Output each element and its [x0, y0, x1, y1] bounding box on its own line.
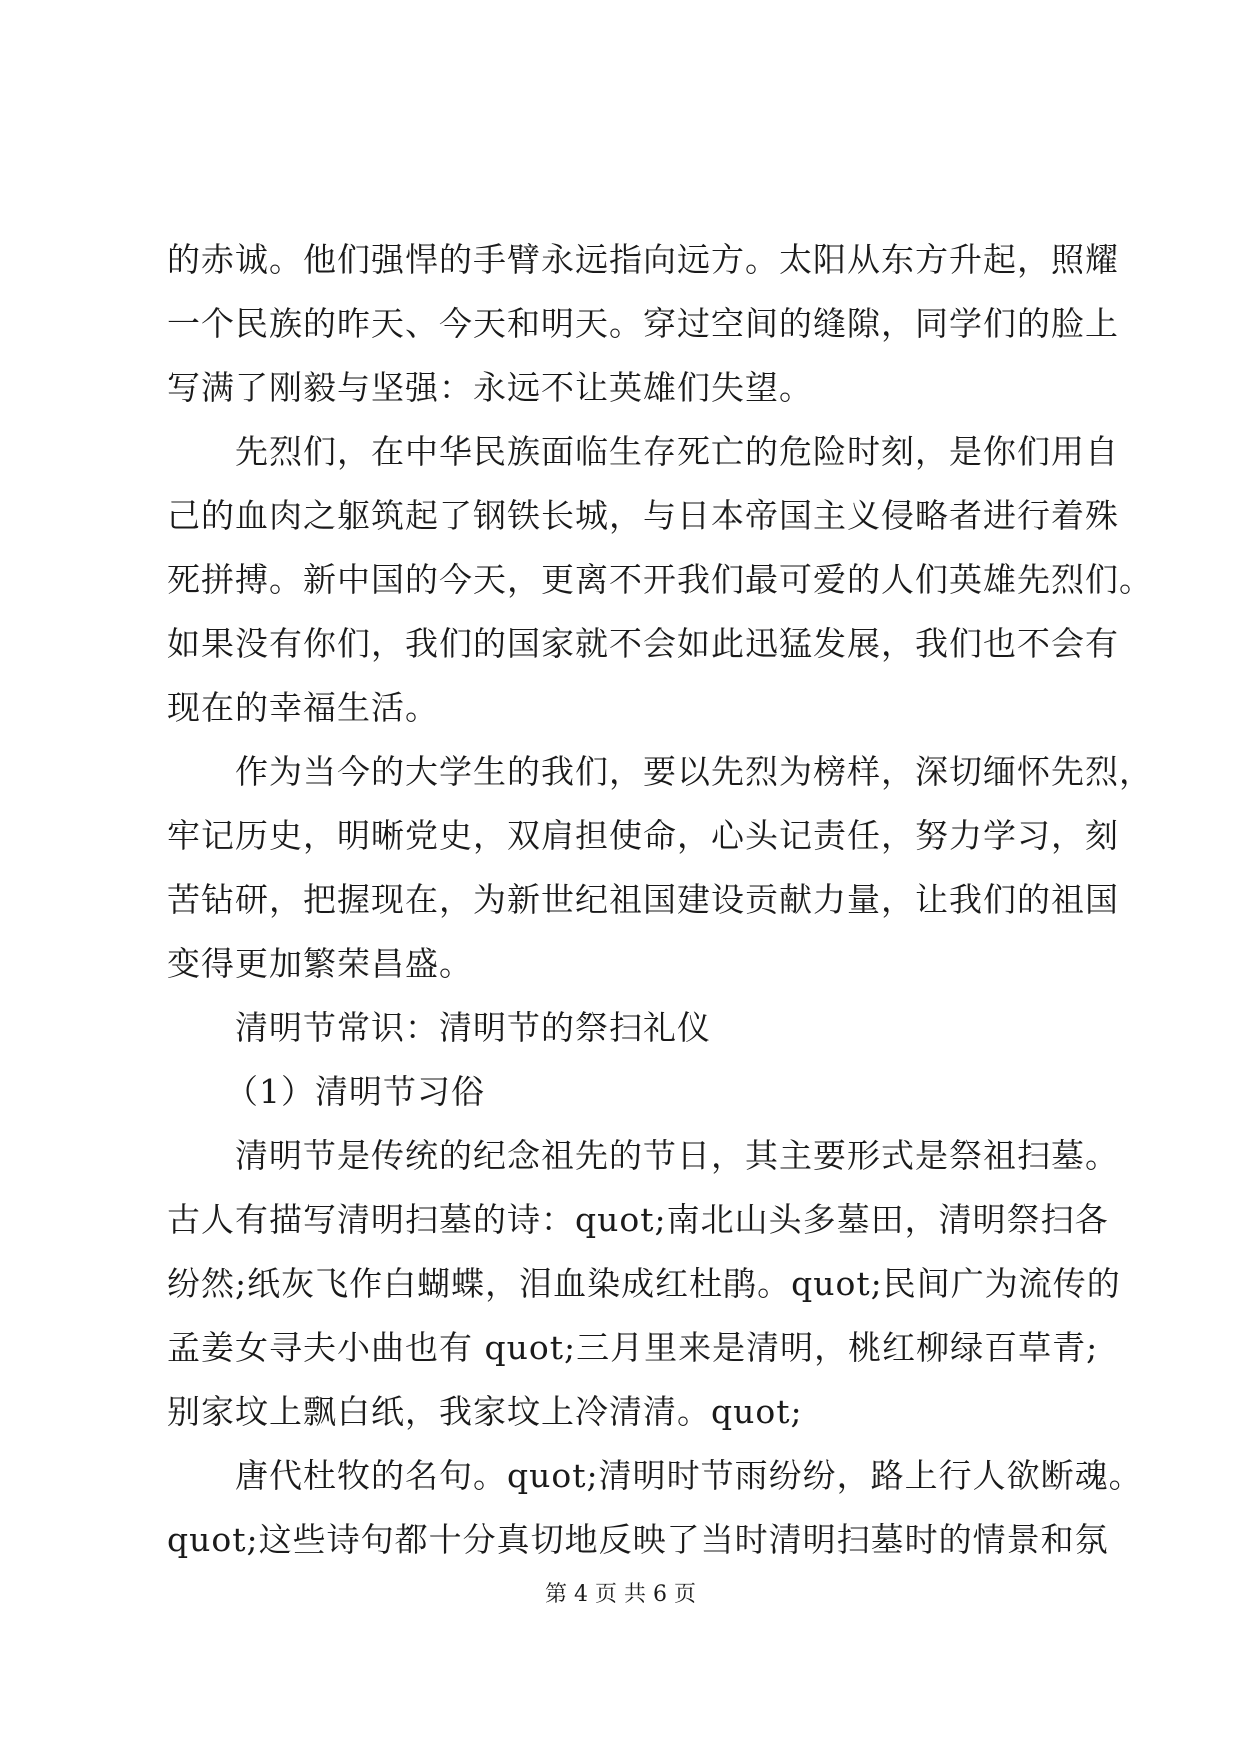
document-body [167, 228, 1153, 1572]
paragraph-line: 死拼搏。新中国的今天，更离不开我们最可爱的人们英雄先烈们。 [167, 560, 1153, 599]
paragraph-line: 孟姜女寻夫小曲也有 quot;三月里来是清明，桃红柳绿百草青; [167, 1328, 1099, 1367]
section-heading: 清明节常识：清明节的祭扫礼仪 [235, 1008, 711, 1047]
paragraph-line: 的赤诚。他们强悍的手臂永远指向远方。太阳从东方升起，照耀 [167, 240, 1119, 279]
paragraph-line: 变得更加繁荣昌盛。 [167, 944, 473, 983]
paragraph-line: 如果没有你们，我们的国家就不会如此迅猛发展，我们也不会有 [167, 624, 1119, 663]
paragraph-line: 己的血肉之躯筑起了钢铁长城，与日本帝国主义侵略者进行着殊 [167, 496, 1119, 535]
paragraph-line: 清明节是传统的纪念祖先的节日，其主要形式是祭祖扫墓。 [235, 1136, 1119, 1175]
paragraph-line: 纷然;纸灰飞作白蝴蝶，泪血染成红杜鹃。quot;民间广为流传的 [167, 1264, 1121, 1303]
page-footer [0, 1580, 1241, 1610]
paragraph-line: quot;这些诗句都十分真切地反映了当时清明扫墓时的情景和氛 [167, 1520, 1109, 1559]
paragraph-line: 别家坟上飘白纸，我家坟上冷清清。quot; [167, 1392, 803, 1431]
paragraph-line: 苦钻研，把握现在，为新世纪祖国建设贡献力量，让我们的祖国 [167, 880, 1119, 919]
subsection-heading: （1）清明节习俗 [225, 1072, 485, 1111]
paragraph-line: 作为当今的大学生的我们，要以先烈为榜样，深切缅怀先烈， [235, 752, 1153, 791]
paragraph-line: 古人有描写清明扫墓的诗：quot;南北山头多墓田，清明祭扫各 [167, 1200, 1109, 1239]
paragraph-line: 一个民族的昨天、今天和明天。穿过空间的缝隙，同学们的脸上 [167, 304, 1119, 343]
paragraph-line: 先烈们，在中华民族面临生存死亡的危险时刻，是你们用自 [235, 432, 1119, 471]
paragraph-line: 写满了刚毅与坚强：永远不让英雄们失望。 [167, 368, 813, 407]
paragraph-line: 唐代杜牧的名句。quot;清明时节雨纷纷，路上行人欲断魂。 [235, 1456, 1143, 1495]
page-number-label: 第 4 页 共 6 页 [545, 1582, 696, 1607]
paragraph-line: 牢记历史，明晰党史，双肩担使命，心头记责任，努力学习，刻 [167, 816, 1119, 855]
paragraph-line: 现在的幸福生活。 [167, 688, 439, 727]
